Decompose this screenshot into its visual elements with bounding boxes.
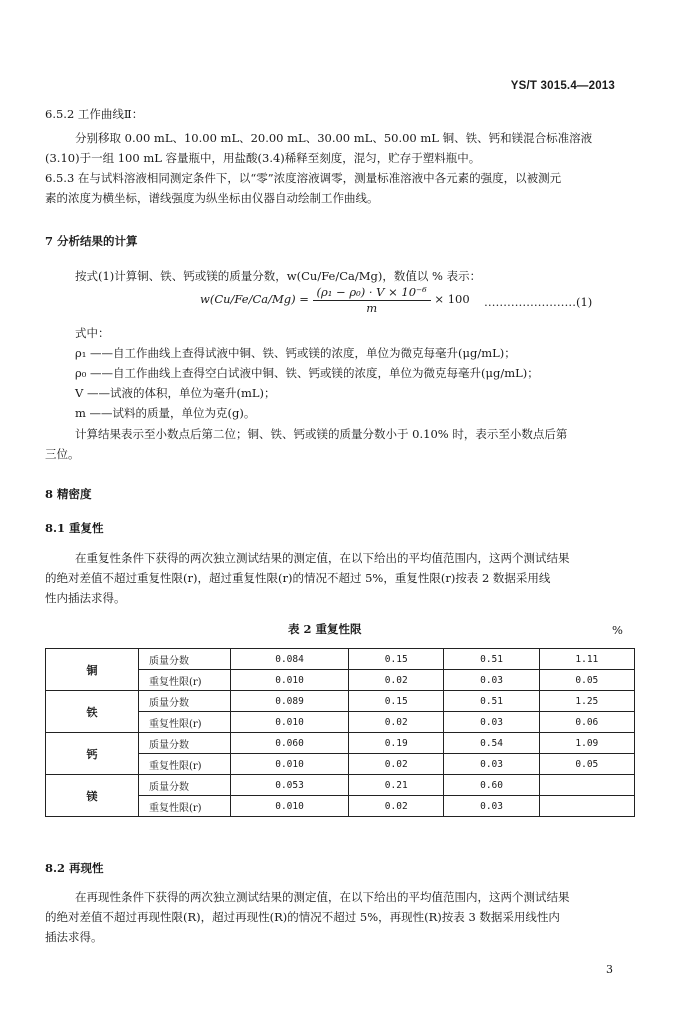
table-cell — [539, 775, 634, 796]
formula-numerator: (ρ₁ − ρ₀) · V × 10⁻⁶ — [313, 285, 431, 301]
table-cell — [539, 796, 634, 817]
table-cell: 1.11 — [539, 649, 634, 670]
section-6-5-2-heading: 6.5.2 工作曲线Ⅱ： — [45, 107, 144, 121]
formula-denominator: m — [366, 301, 378, 315]
formula-def-v: V ——试液的体积，单位为毫升(mL)； — [75, 386, 276, 400]
element-cell: 钙 — [46, 733, 139, 775]
table-cell: 0.010 — [231, 670, 349, 691]
table-cell: 0.51 — [444, 691, 539, 712]
table-cell: 0.053 — [231, 775, 349, 796]
formula-def-m: m ——试料的质量，单位为克(g)。 — [75, 406, 256, 420]
section-6-5-3-line-1: 6.5.3 在与试料溶液相同测定条件下，以“零”浓度溶液调零，测量标准溶液中各元素的强度，以被测元 — [45, 171, 562, 185]
row-label: 重复性限(r) — [139, 712, 231, 733]
section-8-1-line-1: 在重复性条件下获得的两次独立测试结果的测定值，在以下给出的平均值范围内，这两个测试结果 — [75, 551, 570, 565]
table-cell: 0.60 — [444, 775, 539, 796]
formula-1 — [200, 285, 470, 315]
formula-fraction — [313, 285, 431, 315]
row-label: 重复性限(r) — [139, 754, 231, 775]
table-cell: 0.21 — [349, 775, 444, 796]
section-8-1-line-2: 的绝对差值不超过重复性限(r)，超过重复性限(r)的情况不超过 5%，重复性限(r)按表 2 数据采用线 — [45, 571, 551, 585]
table-cell: 0.03 — [444, 796, 539, 817]
section-6-5-2-line-2: (3.10)于一组 100 mL 容量瓶中，用盐酸(3.4)稀释至刻度，混匀，贮存于塑料瓶中。 — [45, 151, 481, 165]
table-cell: 0.51 — [444, 649, 539, 670]
section-6-5-2-line-1: 分别移取 0.00 mL、10.00 mL、20.00 mL、30.00 mL、50.00 mL 铜、铁、钙和镁混合标准溶液 — [75, 131, 593, 145]
section-7-heading: 7 分析结果的计算 — [45, 234, 138, 248]
table-cell: 0.05 — [539, 754, 634, 775]
table-cell: 0.010 — [231, 712, 349, 733]
element-cell: 镁 — [46, 775, 139, 817]
table-cell: 0.02 — [349, 670, 444, 691]
row-label: 重复性限(r) — [139, 796, 231, 817]
section-8-heading: 8 精密度 — [45, 487, 92, 501]
section-8-2-line-3: 插法求得。 — [45, 930, 103, 944]
table-cell: 0.05 — [539, 670, 634, 691]
standard-code: YS/T 3015.4—2013 — [510, 80, 615, 92]
table-2 — [45, 648, 635, 817]
formula-where: 式中： — [75, 326, 110, 340]
element-cell: 铜 — [46, 649, 139, 691]
table-row — [46, 691, 635, 712]
table-cell: 1.25 — [539, 691, 634, 712]
table-row — [46, 775, 635, 796]
formula-def-rho0: ρ₀ ——自工作曲线上查得空白试液中铜、铁、钙或镁的浓度，单位为微克每毫升(μg/mL)； — [75, 366, 539, 380]
table-cell: 0.15 — [349, 649, 444, 670]
row-label: 重复性限(r) — [139, 670, 231, 691]
table-cell: 0.02 — [349, 796, 444, 817]
row-label: 质量分数 — [139, 733, 231, 754]
formula-rhs: × 100 — [434, 292, 470, 306]
formula-lhs: w(Cu/Fe/Ca/Mg) = — [200, 292, 309, 306]
table-cell: 0.06 — [539, 712, 634, 733]
formula-number: ……………………(1) — [484, 295, 593, 309]
table-cell: 0.02 — [349, 754, 444, 775]
section-7-intro: 按式(1)计算铜、铁、钙或镁的质量分数，w(Cu/Fe/Ca/Mg)，数值以 % 表示： — [75, 269, 482, 283]
page-number: 3 — [606, 963, 613, 976]
table-cell: 0.02 — [349, 712, 444, 733]
section-7-note-2: 三位。 — [45, 447, 80, 461]
table-cell: 0.060 — [231, 733, 349, 754]
table-cell: 0.084 — [231, 649, 349, 670]
section-8-2-line-1: 在再现性条件下获得的两次独立测试结果的测定值，在以下给出的平均值范围内，这两个测试结果 — [75, 890, 570, 904]
table-cell: 0.010 — [231, 796, 349, 817]
table-cell: 0.54 — [444, 733, 539, 754]
table-cell: 0.03 — [444, 712, 539, 733]
table-cell: 0.03 — [444, 670, 539, 691]
table-row — [46, 649, 635, 670]
formula-def-rho1: ρ₁ ——自工作曲线上查得试液中铜、铁、钙或镁的浓度，单位为微克每毫升(μg/mL)； — [75, 346, 516, 360]
section-8-1-heading: 8.1 重复性 — [45, 521, 104, 535]
section-8-2-line-2: 的绝对差值不超过再现性限(R)，超过再现性(R)的情况不超过 5%，再现性(R)按表 3 数据采用线性内 — [45, 910, 560, 924]
table-row — [46, 733, 635, 754]
table-cell: 0.089 — [231, 691, 349, 712]
row-label: 质量分数 — [139, 649, 231, 670]
row-label: 质量分数 — [139, 691, 231, 712]
section-6-5-3-line-2: 素的浓度为横坐标，谱线强度为纵坐标由仪器自动绘制工作曲线。 — [45, 191, 379, 205]
element-cell: 铁 — [46, 691, 139, 733]
section-8-1-line-3: 性内插法求得。 — [45, 591, 126, 605]
table-cell: 0.03 — [444, 754, 539, 775]
section-7-note-1: 计算结果表示至小数点后第二位；铜、铁、钙或镁的质量分数小于 0.10% 时，表示至小数点后第 — [75, 427, 568, 441]
section-8-2-heading: 8.2 再现性 — [45, 861, 104, 875]
table-2-title: 表 2 重复性限 — [288, 622, 362, 636]
table-cell: 0.15 — [349, 691, 444, 712]
table-2-unit: % — [612, 623, 623, 637]
table-cell: 0.010 — [231, 754, 349, 775]
table-cell: 0.19 — [349, 733, 444, 754]
table-cell: 1.09 — [539, 733, 634, 754]
row-label: 质量分数 — [139, 775, 231, 796]
